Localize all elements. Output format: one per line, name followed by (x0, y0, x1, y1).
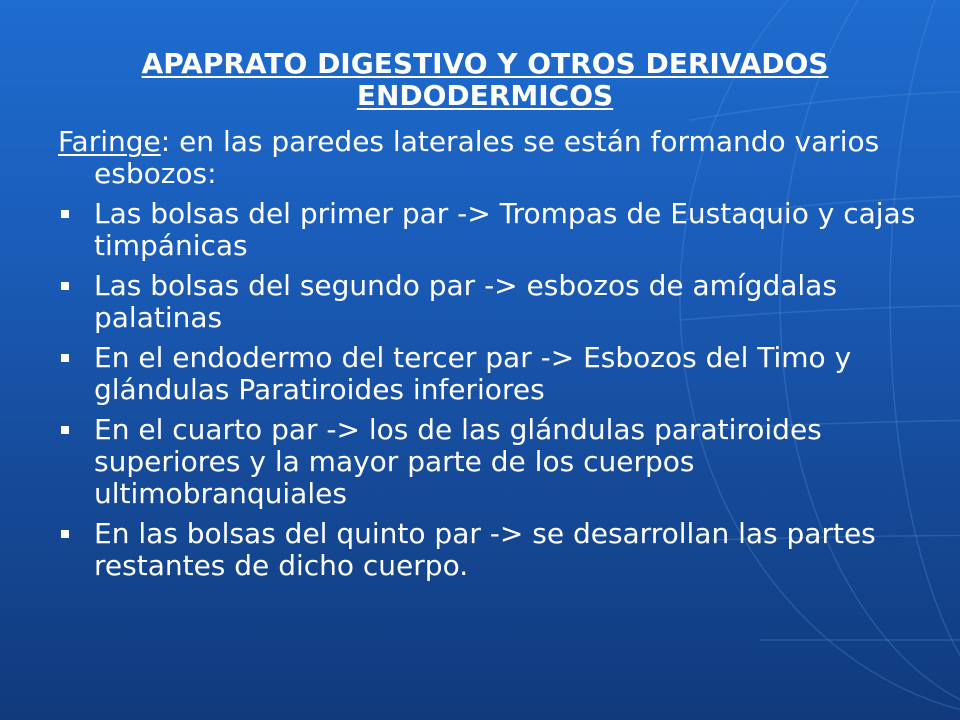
square-bullet-icon (61, 210, 69, 218)
bullet-item (58, 414, 918, 510)
title-line-1: APAPRATO DIGESTIVO Y OTROS DERIVADOS (141, 47, 829, 80)
square-bullet-icon (61, 530, 69, 538)
intro-keyword: Faringe (58, 125, 161, 158)
slide-title (60, 48, 910, 112)
square-bullet-icon (61, 282, 69, 290)
bullet-text: En el cuarto par -> los de las glándulas paratiroides superiores y la mayor parte de los cuerpos ultimobranquiales (94, 413, 822, 510)
bullet-item (58, 270, 918, 334)
intro-paragraph (58, 126, 918, 190)
bullet-text: Las bolsas del primer par -> Trompas de Eustaquio y cajas timpánicas (94, 197, 916, 262)
bullet-text: En el endodermo del tercer par -> Esbozos del Timo y glándulas Paratiroides inferiores (94, 341, 852, 406)
square-bullet-icon (61, 426, 69, 434)
title-line-2: ENDODERMICOS (356, 79, 614, 112)
bullet-text: En las bolsas del quinto par -> se desarrollan las partes restantes de dicho cuerpo. (94, 517, 876, 582)
intro-text: : en las paredes laterales se están formando varios esbozos: (94, 125, 880, 190)
square-bullet-icon (61, 354, 69, 362)
bullet-item (58, 342, 918, 406)
bullet-item (58, 198, 918, 262)
bullet-text: Las bolsas del segundo par -> esbozos de amígdalas palatinas (94, 269, 837, 334)
bullet-item (58, 518, 918, 582)
slide-content (58, 126, 918, 590)
